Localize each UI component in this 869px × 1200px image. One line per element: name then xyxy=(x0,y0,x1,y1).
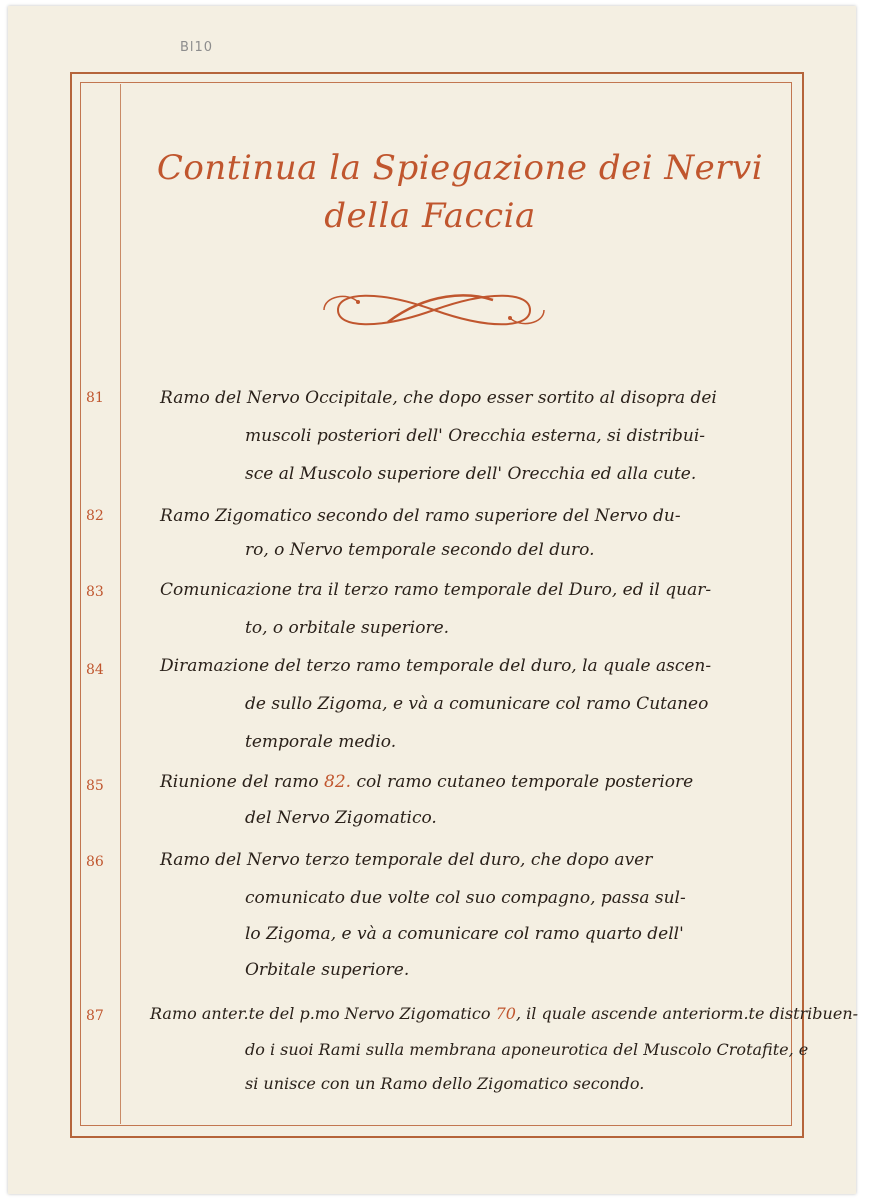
entry-text-line: de sullo Zigoma, e và a comunicare col ramo Cutaneo xyxy=(245,694,709,714)
calligraphic-flourish xyxy=(318,282,550,338)
entry-text: col ramo cutaneo temporale posteriore xyxy=(356,772,694,792)
entry-number: 82 xyxy=(86,508,104,524)
entry-text-line: sce al Muscolo superiore dell' Orecchia ed alla cute. xyxy=(245,464,697,484)
entry-text-line: si unisce con un Ramo dello Zigomatico secondo. xyxy=(245,1074,645,1093)
entry-text-line: lo Zigoma, e và a comunicare col ramo quarto dell' xyxy=(245,924,684,944)
entry-text-line: do i suoi Rami sulla membrana aponeurotica del Muscolo Crotafite, e xyxy=(245,1040,809,1059)
entry-text-line: muscoli posteriori dell' Orecchia esterna, si distribui- xyxy=(245,426,706,446)
inner-border xyxy=(80,82,792,1126)
entry-text-line: Orbitale superiore. xyxy=(245,960,410,980)
entry-text-line: Diramazione del terzo ramo temporale del duro, la quale ascen- xyxy=(160,656,712,676)
page-title-line-2: della Faccia xyxy=(324,196,536,236)
entry-text-line xyxy=(160,772,693,792)
entry-text-line: Ramo Zigomatico secondo del ramo superiore del Nervo du- xyxy=(160,506,681,526)
entry-number: 81 xyxy=(86,390,104,406)
entry-number: 85 xyxy=(86,778,104,794)
entry-text-line: comunicato due volte col suo compagno, passa sul- xyxy=(245,888,686,908)
entry-text-line: Ramo del Nervo Occipitale, che dopo esser sortito al disopra dei xyxy=(160,388,717,408)
page-title-line-1: Continua la Spiegazione dei Nervi xyxy=(156,148,764,188)
entry-text-line: ro, o Nervo temporale secondo del duro. xyxy=(245,540,595,560)
cross-reference-number: 70 xyxy=(495,1004,516,1023)
entry-text-line: Comunicazione tra il terzo ramo temporale del Duro, ed il quar- xyxy=(160,580,712,600)
entry-text: Ramo anter.te del p.mo Nervo Zigomatico xyxy=(150,1004,491,1023)
entry-text: , il quale ascende anteriorm.te distribuen- xyxy=(515,1004,859,1023)
entry-text-line: Ramo del Nervo terzo temporale del duro, che dopo aver xyxy=(160,850,653,870)
entry-text-line: to, o orbitale superiore. xyxy=(245,618,450,638)
entry-text-line: del Nervo Zigomatico. xyxy=(245,808,437,828)
cross-reference-number: 82. xyxy=(324,772,352,792)
entry-number: 84 xyxy=(86,662,104,678)
entry-number: 86 xyxy=(86,854,104,870)
entry-number: 83 xyxy=(86,584,104,600)
entry-text-line xyxy=(150,1004,858,1023)
entry-text: Riunione del ramo xyxy=(160,772,319,792)
margin-rule xyxy=(120,84,121,1124)
pencil-annotation: Bl10 xyxy=(180,40,214,55)
entry-number: 87 xyxy=(86,1008,104,1024)
entry-text-line: temporale medio. xyxy=(245,732,397,752)
